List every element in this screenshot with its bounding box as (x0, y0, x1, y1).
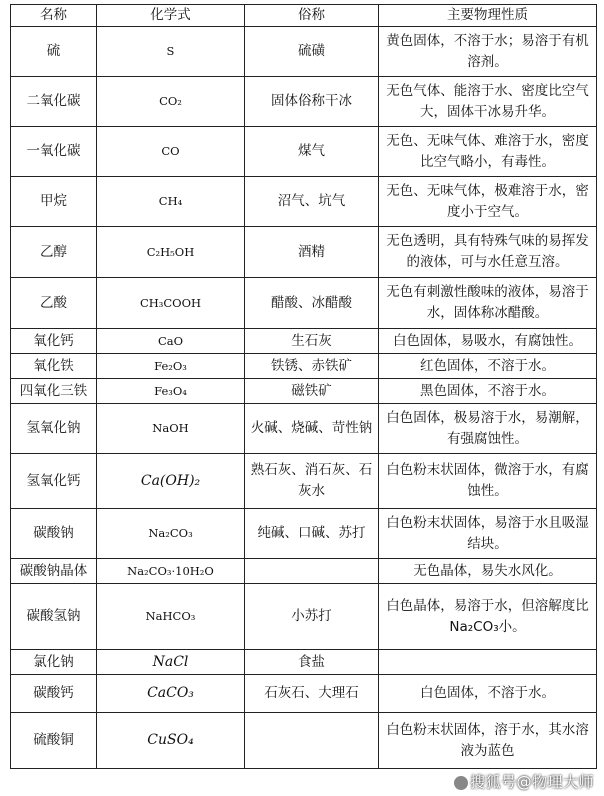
cell-properties: 无色晶体，易失水风化。 (379, 559, 597, 584)
cell-common: 食盐 (245, 650, 379, 675)
cell-formula: C₂H₅OH (97, 227, 245, 278)
cell-common: 小苏打 (245, 584, 379, 650)
table-row (11, 354, 597, 379)
cell-formula: Fe₂O₃ (97, 354, 245, 379)
table-row (11, 379, 597, 404)
cell-name: 氢氧化钙 (11, 454, 97, 509)
cell-name: 氧化铁 (11, 354, 97, 379)
cell-properties: 无色、无味气体、难溶于水，密度比空气略小，有毒性。 (379, 127, 597, 177)
cell-name: 乙酸 (11, 278, 97, 329)
cell-properties: 白色固体，易吸水，有腐蚀性。 (379, 329, 597, 354)
cell-formula: NaOH (97, 404, 245, 454)
cell-name: 四氧化三铁 (11, 379, 97, 404)
cell-formula: S (97, 27, 245, 77)
cell-common (245, 559, 379, 584)
table-row (11, 329, 597, 354)
table-row (11, 27, 597, 77)
cell-common: 固体俗称干冰 (245, 77, 379, 127)
cell-common: 煤气 (245, 127, 379, 177)
watermark (452, 771, 594, 792)
cell-properties: 白色晶体，易溶于水，但溶解度比Na₂CO₃小。 (379, 584, 597, 650)
cell-formula: CaO (97, 329, 245, 354)
cell-common: 纯碱、口碱、苏打 (245, 509, 379, 559)
cell-name: 甲烷 (11, 177, 97, 227)
cell-common: 酒精 (245, 227, 379, 278)
cell-common: 沼气、坑气 (245, 177, 379, 227)
table-row (11, 509, 597, 559)
cell-formula: Fe₃O₄ (97, 379, 245, 404)
cell-formula: CH₃COOH (97, 278, 245, 329)
cell-name: 硫 (11, 27, 97, 77)
cell-name: 乙醇 (11, 227, 97, 278)
cell-formula: CuSO₄ (97, 713, 245, 769)
cell-properties: 白色粉末状固体，易溶于水且吸湿结块。 (379, 509, 597, 559)
cell-common (245, 713, 379, 769)
cell-formula: CO (97, 127, 245, 177)
cell-name: 二氧化碳 (11, 77, 97, 127)
cell-common: 磁铁矿 (245, 379, 379, 404)
cell-formula: Na₂CO₃·10H₂O (97, 559, 245, 584)
cell-properties: 红色固体，不溶于水。 (379, 354, 597, 379)
table-row (11, 177, 597, 227)
cell-name: 氢氧化钠 (11, 404, 97, 454)
cell-properties: 白色粉末状固体，溶于水，其水溶液为蓝色 (379, 713, 597, 769)
header-name: 名称 (11, 5, 97, 27)
cell-formula: Ca(OH)₂ (97, 454, 245, 509)
table-row (11, 454, 597, 509)
cell-common: 醋酸、冰醋酸 (245, 278, 379, 329)
cell-name: 硫酸铜 (11, 713, 97, 769)
cell-common: 硫磺 (245, 27, 379, 77)
cell-formula: Na₂CO₃ (97, 509, 245, 559)
cell-formula: NaHCO₃ (97, 584, 245, 650)
watermark-logo-icon (454, 776, 468, 790)
table-row (11, 584, 597, 650)
cell-properties: 无色气体、能溶于水、密度比空气大，固体干冰易升华。 (379, 77, 597, 127)
cell-name: 碳酸钠晶体 (11, 559, 97, 584)
table-row (11, 77, 597, 127)
cell-properties: 黑色固体，不溶于水。 (379, 379, 597, 404)
watermark-text: 搜狐号@物理大师 (469, 773, 594, 791)
table-row (11, 559, 597, 584)
table-row (11, 713, 597, 769)
cell-name: 碳酸钙 (11, 675, 97, 713)
cell-formula: CaCO₃ (97, 675, 245, 713)
cell-properties: 无色透明，具有特殊气味的易挥发的液体，可与水任意互溶。 (379, 227, 597, 278)
cell-common: 石灰石、大理石 (245, 675, 379, 713)
compounds-table (10, 4, 597, 769)
cell-formula: NaCl (97, 650, 245, 675)
table-row (11, 675, 597, 713)
cell-formula: CO₂ (97, 77, 245, 127)
cell-name: 氯化钠 (11, 650, 97, 675)
cell-properties: 无色有刺激性酸味的液体，易溶于水，固体称冰醋酸。 (379, 278, 597, 329)
cell-properties: 黄色固体，不溶于水；易溶于有机溶剂。 (379, 27, 597, 77)
table-header-row (11, 5, 597, 27)
cell-name: 碳酸钠 (11, 509, 97, 559)
cell-name: 一氧化碳 (11, 127, 97, 177)
cell-properties (379, 650, 597, 675)
table-row (11, 278, 597, 329)
cell-properties: 白色固体，不溶于水。 (379, 675, 597, 713)
cell-common: 铁锈、赤铁矿 (245, 354, 379, 379)
table-row (11, 227, 597, 278)
cell-formula: CH₄ (97, 177, 245, 227)
header-properties: 主要物理性质 (379, 5, 597, 27)
cell-common: 熟石灰、消石灰、石灰水 (245, 454, 379, 509)
cell-name: 碳酸氢钠 (11, 584, 97, 650)
cell-properties: 无色、无味气体，极难溶于水，密度小于空气。 (379, 177, 597, 227)
table-row (11, 404, 597, 454)
cell-name: 氧化钙 (11, 329, 97, 354)
cell-properties: 白色固体，极易溶于水，易潮解，有强腐蚀性。 (379, 404, 597, 454)
cell-common: 生石灰 (245, 329, 379, 354)
cell-common: 火碱、烧碱、苛性钠 (245, 404, 379, 454)
table-row (11, 650, 597, 675)
header-formula: 化学式 (97, 5, 245, 27)
header-common-name: 俗称 (245, 5, 379, 27)
table-row (11, 127, 597, 177)
cell-properties: 白色粉末状固体，微溶于水，有腐蚀性。 (379, 454, 597, 509)
